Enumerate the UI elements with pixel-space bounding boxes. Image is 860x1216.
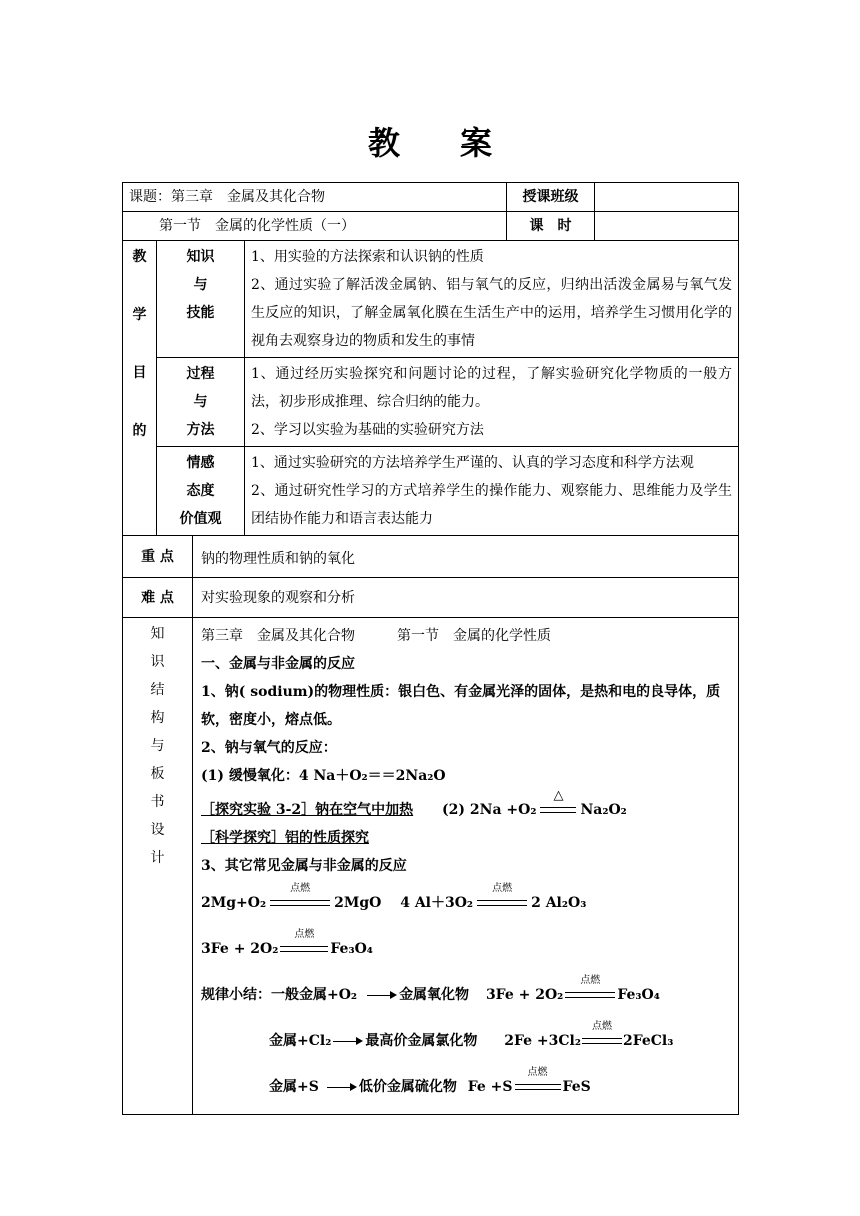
experiment-line <box>201 788 732 824</box>
section-1-heading: 一、金属与非金属的反应 <box>201 656 355 672</box>
ignite-arrow: 点燃 <box>280 941 328 957</box>
equation-fe-o2: 3Fe + 2O₂ 点燃 Fe₃O₄ <box>201 929 373 957</box>
knowledge-text: 1、用实验的方法探索和认识钠的性质 2、通过实验了解活泼金属钠、铝与氧气的反应，归纳出活泼金属易与氧气发生反应的知识，了解金属氧化膜在生活生产中的运用，培养学生习惯用化学的视角去观察身边的物质和发生的事情 <box>245 241 739 358</box>
topic-line-2: 第一节 金属的化学性质（一） <box>159 218 355 234</box>
experiment-label: ［探究实验 3-2］钠在空气中加热 <box>201 802 414 818</box>
page-title <box>0 118 860 164</box>
class-value <box>595 183 739 212</box>
topic-line-1: 课题：第三章 金属及其化合物 <box>129 189 325 205</box>
item-2-sodium-oxygen: 2、钠与氧气的反应： <box>201 740 337 756</box>
equations-mg-al: 2Mg+O₂ 点燃 2MgO 4 Al＋3O₂ 点燃 2 Al₂O₃ <box>201 883 587 911</box>
emotion-text: 1、通过实验研究的方法培养学生严谨的、认真的学习态度和科学方法观 2、通过研究性学习的方式培养学生的操作能力、观察能力、思维能力及学生团结协作能力和语言表达能力 <box>245 447 739 536</box>
ignite-arrow: 点燃 <box>270 895 330 911</box>
arrow-icon <box>327 1082 357 1092</box>
hours-label: 课 时 <box>507 212 595 241</box>
difficulty-label: 难 点 <box>123 578 193 618</box>
arrow-icon <box>367 990 397 1000</box>
process-text: 1、通过经历实验探究和问题讨论的过程，了解实验研究化学物质的一般方法，初步形成推理、综合归纳的能力。 2、学习以实验为基础的实验研究方法 <box>245 358 739 447</box>
ignite-arrow: 点燃 <box>582 1033 622 1049</box>
title-char-2: 案 <box>460 124 493 162</box>
topic-cell <box>123 183 507 212</box>
rule-chlorine: 金属+Cl₂ 最高价金属氯化物 2Fe +3Cl₂ 点燃 2FeCl₃ <box>269 1021 674 1049</box>
key-point-label: 重 点 <box>123 536 193 578</box>
difficulty-text: 对实验现象的观察和分析 <box>193 578 739 618</box>
class-label: 授课班级 <box>507 183 595 212</box>
ignite-arrow: 点燃 <box>477 895 527 911</box>
board-heading: 第三章 金属及其化合物 第一节 金属的化学性质 <box>201 628 551 644</box>
rule-sulfur: 金属+S 低价金属硫化物 Fe +S 点燃 FeS <box>269 1067 591 1095</box>
emotion-label: 情感 态度 价值观 <box>157 447 245 536</box>
item-3-other-metals: 3、其它常见金属与非金属的反应 <box>201 858 407 874</box>
objectives-label: 教 学 目 的 <box>123 241 157 536</box>
arrow-icon <box>333 1036 363 1046</box>
knowledge-label: 知识 与 技能 <box>157 241 245 358</box>
ignite-arrow: 点燃 <box>565 987 615 1003</box>
ignite-arrow: 点燃 <box>515 1079 561 1095</box>
equation-heating-right: Na₂O₂ <box>580 802 627 818</box>
equation-slow-oxidation: (1) 缓慢氧化：4 Na＋O₂＝＝2Na₂O <box>201 768 446 784</box>
rule-oxygen: 规律小结：一般金属+O₂ 金属氧化物 3Fe + 2O₂ 点燃 Fe₃O₄ <box>201 975 660 1003</box>
equation-heating-left: (2) 2Na +O₂ <box>442 802 537 818</box>
board-design-label: 知 识 结 构 与 板 书 设 计 <box>123 618 193 1115</box>
science-inquiry-label: ［科学探究］铝的性质探究 <box>201 830 369 846</box>
key-point-text: 钠的物理性质和钠的氧化 <box>193 536 739 578</box>
item-1-sodium-properties: 1、钠( sodium)的物理性质：银白色、有金属光泽的固体，是热和电的良导体，质软，密度小，熔点低。 <box>201 684 721 728</box>
lesson-plan-table <box>122 182 739 1115</box>
title-char-1: 教 <box>367 124 400 162</box>
hours-value <box>595 212 739 241</box>
topic-cell-2 <box>123 212 507 241</box>
board-design-content <box>193 618 739 1115</box>
heat-arrow: △ <box>540 802 576 818</box>
process-label: 过程 与 方法 <box>157 358 245 447</box>
